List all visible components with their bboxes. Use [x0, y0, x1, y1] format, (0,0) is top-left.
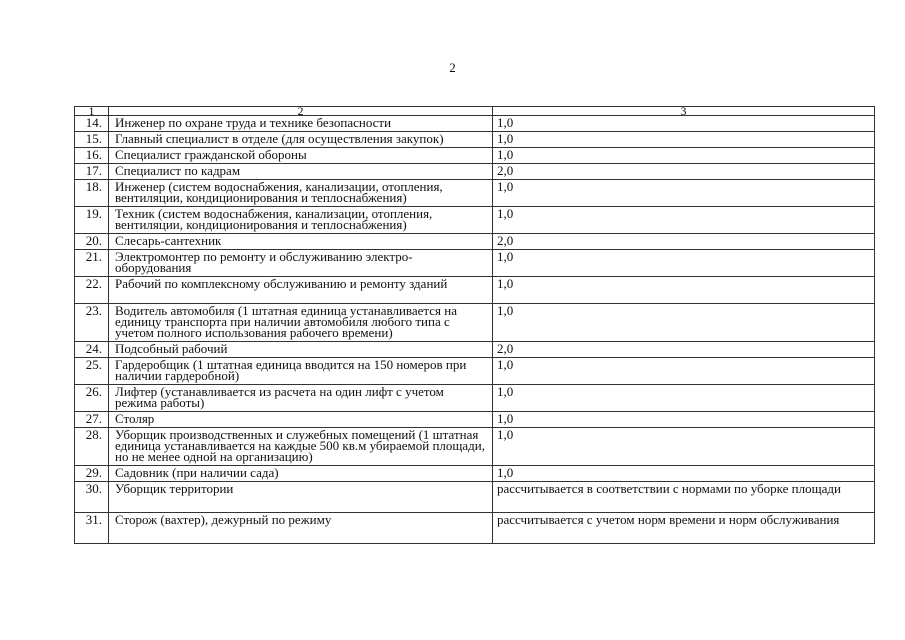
position-name: Электромонтер по ремонту и обслуживанию электро-оборудования: [109, 250, 493, 277]
staff-norm: 1,0: [493, 358, 875, 385]
staff-norm: рассчитывается в соответствии с нормами по уборке площади: [493, 482, 875, 513]
position-name: Главный специалист в отделе (для осуществления закупок): [109, 132, 493, 148]
staff-norm: 1,0: [493, 304, 875, 342]
row-number: 20.: [75, 234, 109, 250]
position-name: Инженер по охране труда и технике безопасности: [109, 116, 493, 132]
row-number: 21.: [75, 250, 109, 277]
row-number: 22.: [75, 277, 109, 304]
staff-norm: 1,0: [493, 207, 875, 234]
position-name: Уборщик производственных и служебных помещений (1 штатная единица устанавливается на каждые 500 кв.м убираемой площади, но не менее одной на организацию): [109, 428, 493, 466]
table-row: [75, 116, 875, 132]
column-header-3: 3: [493, 107, 875, 116]
row-number: 27.: [75, 412, 109, 428]
position-name: Специалист по кадрам: [109, 164, 493, 180]
staff-norm: 1,0: [493, 428, 875, 466]
table-row: [75, 164, 875, 180]
table-row: [75, 250, 875, 277]
table-row: [75, 132, 875, 148]
table-row: [75, 148, 875, 164]
staff-norm: рассчитывается с учетом норм времени и норм обслуживания: [493, 513, 875, 544]
row-number: 29.: [75, 466, 109, 482]
staff-table: [74, 106, 875, 544]
row-number: 17.: [75, 164, 109, 180]
table-row: [75, 466, 875, 482]
row-number: 28.: [75, 428, 109, 466]
position-name: Рабочий по комплексному обслуживанию и ремонту зданий: [109, 277, 493, 304]
position-name: Инженер (систем водоснабжения, канализации, отопления, вентиляции, кондиционирования и теплоснабжения): [109, 180, 493, 207]
staff-norm: 2,0: [493, 234, 875, 250]
position-name: Уборщик территории: [109, 482, 493, 513]
table-row: [75, 358, 875, 385]
position-name: Столяр: [109, 412, 493, 428]
position-name: Подсобный рабочий: [109, 342, 493, 358]
column-header-2: 2: [109, 107, 493, 116]
table-row: [75, 428, 875, 466]
staff-norm: 1,0: [493, 385, 875, 412]
position-name: Техник (систем водоснабжения, канализации, отопления, вентиляции, кондиционирования и теплоснабжения): [109, 207, 493, 234]
position-name: Лифтер (устанавливается из расчета на один лифт с учетом режима работы): [109, 385, 493, 412]
row-number: 14.: [75, 116, 109, 132]
staff-norm: 1,0: [493, 277, 875, 304]
position-name: Сторож (вахтер), дежурный по режиму: [109, 513, 493, 544]
staff-norm: 1,0: [493, 132, 875, 148]
staff-norm: 1,0: [493, 148, 875, 164]
table-row: [75, 385, 875, 412]
table-row: [75, 207, 875, 234]
table-row: [75, 304, 875, 342]
row-number: 16.: [75, 148, 109, 164]
page-number: 2: [449, 60, 456, 75]
table-row: [75, 482, 875, 513]
row-number: 15.: [75, 132, 109, 148]
table-row: [75, 180, 875, 207]
row-number: 19.: [75, 207, 109, 234]
position-name: Садовник (при наличии сада): [109, 466, 493, 482]
staff-norm: 2,0: [493, 164, 875, 180]
staff-norm: 1,0: [493, 250, 875, 277]
row-number: 31.: [75, 513, 109, 544]
row-number: 30.: [75, 482, 109, 513]
position-name: Гардеробщик (1 штатная единица вводится на 150 номеров при наличии гардеробной): [109, 358, 493, 385]
table-row: [75, 234, 875, 250]
row-number: 18.: [75, 180, 109, 207]
table-row: [75, 277, 875, 304]
staff-norm: 1,0: [493, 180, 875, 207]
table-row: [75, 342, 875, 358]
position-name: Специалист гражданской обороны: [109, 148, 493, 164]
staff-norm: 1,0: [493, 116, 875, 132]
row-number: 23.: [75, 304, 109, 342]
table-row: [75, 513, 875, 544]
column-header-1: 1: [75, 107, 109, 116]
row-number: 24.: [75, 342, 109, 358]
table-header-row: [75, 107, 875, 116]
staff-norm: 1,0: [493, 466, 875, 482]
staff-norm: 1,0: [493, 412, 875, 428]
table-row: [75, 412, 875, 428]
position-name: Водитель автомобиля (1 штатная единица устанавливается на единицу транспорта при наличии автомобиля любого типа с учетом полного использования рабочего времени): [109, 304, 493, 342]
staff-norm: 2,0: [493, 342, 875, 358]
row-number: 26.: [75, 385, 109, 412]
row-number: 25.: [75, 358, 109, 385]
position-name: Слесарь-сантехник: [109, 234, 493, 250]
